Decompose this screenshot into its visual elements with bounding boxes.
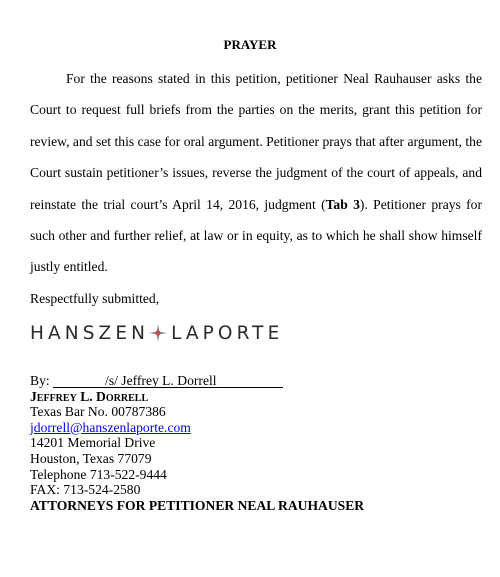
signature-block	[30, 373, 364, 513]
signature-line	[30, 373, 364, 389]
email-link[interactable]: jdorrell@hanszenlaporte.com	[30, 419, 191, 435]
address-line-1: 14201 Memorial Drive	[30, 435, 156, 451]
attorneys-for-line: ATTORNEYS FOR PETITIONER NEAL RAUHAUSER	[30, 497, 365, 513]
section-heading: PRAYER	[223, 37, 277, 52]
electronic-signature: /s/ Jeffrey L. Dorrell	[53, 374, 283, 388]
attorney-name: Jeffrey L. Dorrell	[30, 388, 149, 404]
compass-star-icon	[148, 323, 168, 343]
fax: FAX: 713-524-2580	[30, 482, 141, 498]
logo-text-right: LAPORTE	[171, 322, 284, 344]
address-line-2: Houston, Texas 77079	[30, 450, 152, 466]
telephone: Telephone 713-522-9444	[30, 466, 167, 482]
firm-logo	[30, 320, 283, 346]
closing-line: Respectfully submitted,	[30, 291, 160, 306]
paragraph-text-2: ). Petitioner prays for such other and further relief, at law or in equity, as to which he shall show himself justly entitled.	[30, 196, 482, 275]
by-label: By:	[30, 373, 50, 388]
tab-reference: Tab 3	[325, 196, 360, 212]
logo-text-left: HANSZEN	[30, 322, 150, 344]
bar-number: Texas Bar No. 00787386	[30, 404, 166, 420]
prayer-paragraph	[30, 63, 482, 283]
paragraph-text-1: For the reasons stated in this petition, petitioner Neal Rauhauser asks the Court to request full briefs from the parties on the merits, grant this petition for review, and set this case for oral argument. Petitioner prays that after argument, the Court sustain petitioner’s issues, reverse the judgment of the court of appeals, and reinstate the trial court’s April 14, 2016, judgment (	[30, 71, 482, 212]
